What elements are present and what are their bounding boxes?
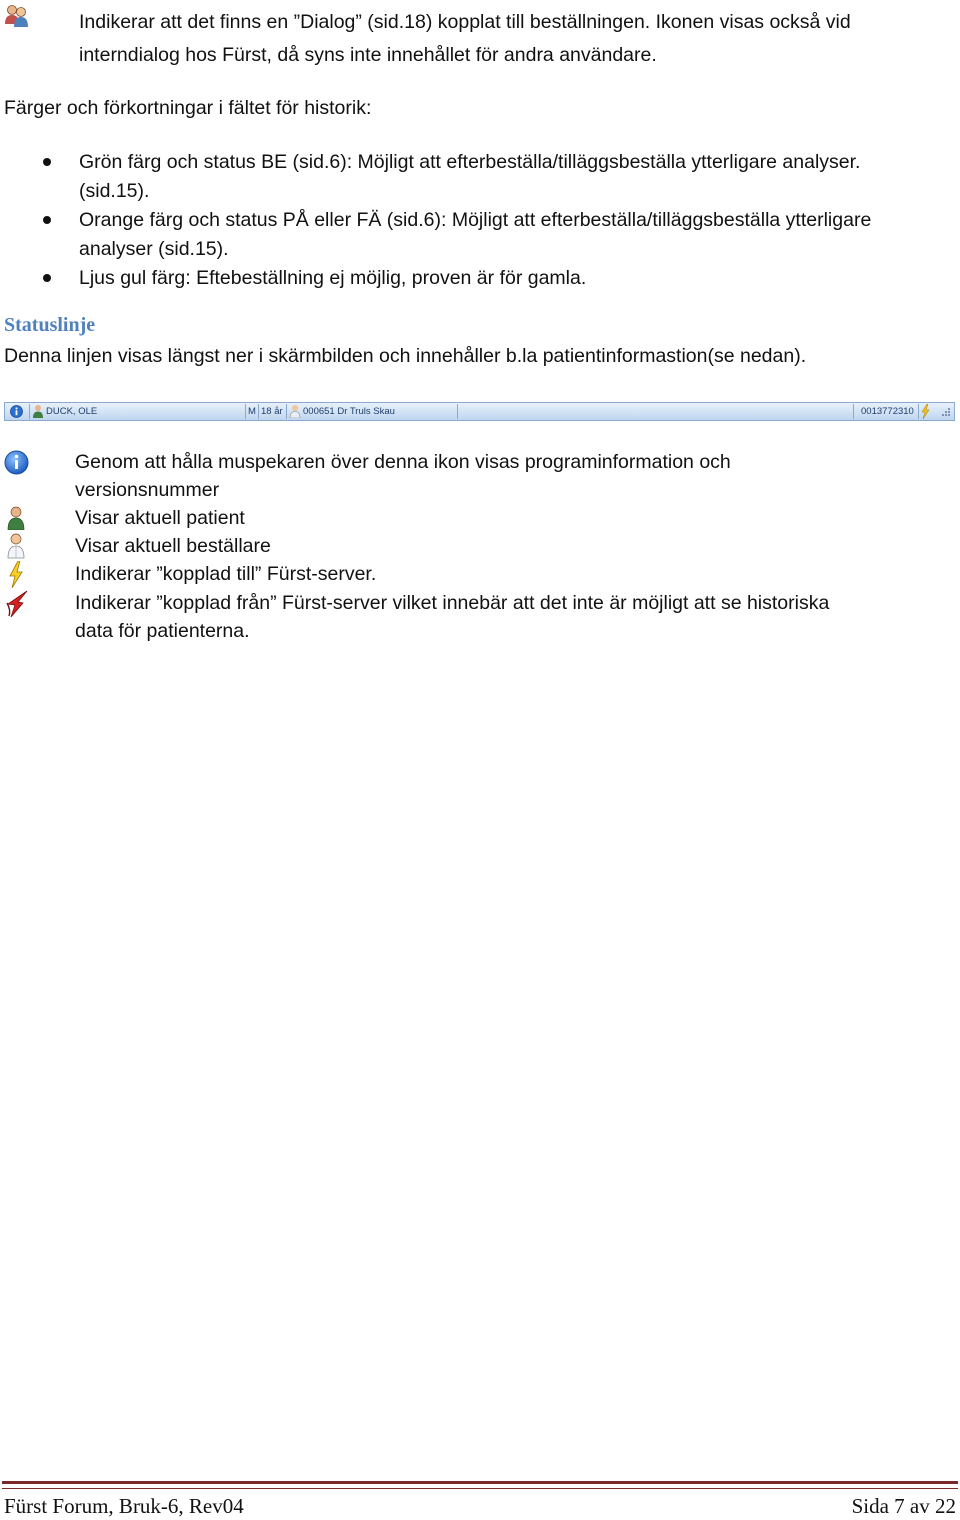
bullet-dot (43, 158, 51, 166)
bullet-2-line-2: analyser (sid.15). (79, 238, 229, 260)
colors-heading: Färger och förkortningar i fältet för historik: (4, 97, 372, 119)
separator (457, 404, 458, 419)
disconnected-icon (5, 590, 29, 618)
footer-rule (2, 1481, 958, 1489)
legend-1-line-1: Genom att hålla muspekaren över denna ikon visas programinformation och (75, 451, 731, 473)
statusbar-age: 18 år (261, 406, 283, 417)
footer-left: Fürst Forum, Bruk-6, Rev04 (4, 1494, 244, 1518)
footer-page-number: Sida 7 av 22 (851, 1494, 956, 1518)
separator (258, 404, 259, 419)
lightning-icon (9, 561, 23, 588)
resize-grip-icon[interactable] (941, 407, 951, 417)
dialog-users-icon (4, 4, 30, 28)
legend-3-line-1: Visar aktuell beställare (75, 535, 271, 557)
separator (245, 404, 246, 419)
status-bar (4, 402, 955, 421)
separator (853, 404, 854, 419)
lightning-icon (921, 404, 930, 419)
bullet-1-line-1: Grön färg och status BE (sid.6): Möjligt att efterbeställa/tilläggsbeställa ytterligare analyser. (79, 151, 861, 173)
legend-5-line-2: data för patienterna. (75, 620, 250, 642)
statuslinje-heading: Statuslinje (4, 314, 96, 336)
statusbar-gender: M (248, 406, 256, 417)
patient-icon (32, 404, 44, 418)
info-icon[interactable] (10, 405, 23, 418)
legend-5-line-1: Indikerar ”kopplad från” Fürst-server vilket innebär att det inte är möjligt att se historiska (75, 592, 830, 614)
legend-1-line-2: versionsnummer (75, 479, 220, 501)
requester-icon (6, 533, 26, 559)
bullet-2-line-1: Orange färg och status PÅ eller FÄ (sid.6): Möjligt att efterbeställa/tilläggsbeställa ytterligare (79, 209, 872, 231)
intro-line-1: Indikerar att det finns en ”Dialog” (sid.18) kopplat till beställningen. Ikonen visas också vid (79, 11, 851, 33)
statusbar-number: 0013772310 (861, 406, 914, 417)
separator (918, 404, 919, 419)
legend-4-line-1: Indikerar ”kopplad till” Fürst-server. (75, 563, 377, 585)
info-icon (4, 450, 29, 475)
requester-icon (289, 404, 301, 418)
bullet-3-line-1: Ljus gul färg: Eftebeställning ej möjlig, proven är för gamla. (79, 267, 587, 289)
separator (29, 404, 30, 419)
bullet-dot (43, 274, 51, 282)
intro-line-2: interndialog hos Fürst, då syns inte innehållet för andra användare. (79, 44, 657, 66)
statusbar-requester: 000651 Dr Truls Skau (303, 406, 395, 417)
statuslinje-description: Denna linjen visas längst ner i skärmbilden och innehåller b.la patientinformastion(se nedan). (4, 345, 807, 367)
patient-icon (6, 506, 26, 530)
statusbar-patient-name: DUCK, OLE (46, 406, 98, 417)
legend-2-line-1: Visar aktuell patient (75, 507, 245, 529)
bullet-dot (43, 216, 51, 224)
separator (286, 404, 287, 419)
bullet-1-line-2: (sid.15). (79, 180, 150, 202)
